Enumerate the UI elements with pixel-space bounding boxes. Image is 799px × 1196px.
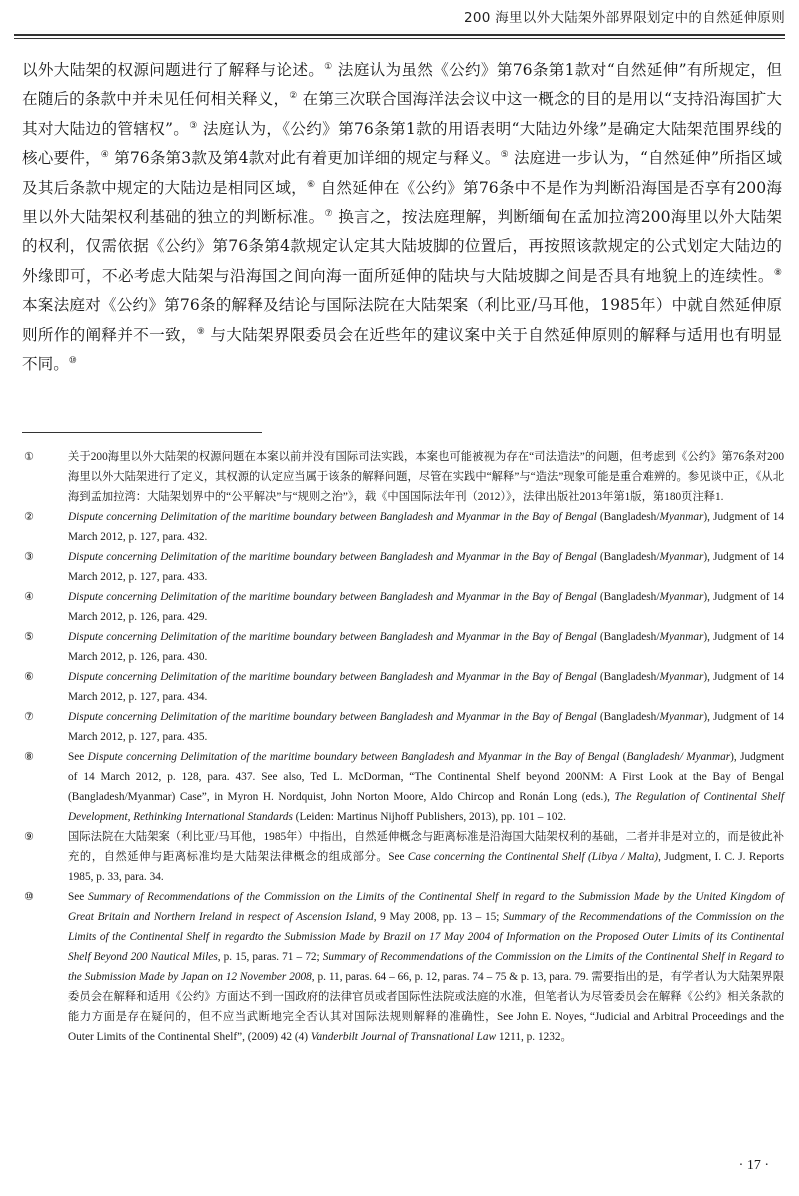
footnote-italic-title: Dispute concerning Delimitation of the maritime boundary between Bangladesh and Myanmar in the Bay of Bengal xyxy=(68,671,597,683)
footnote-text-part: ), Judgment of 14 March 2012, p. 128, para. 437. See also, Ted L. McDorman, “The Continental Shelf beyond 200NM: A First Look at the Bay of Bengal (Bangladesh/Myanmar) Case”, in Myron H. Nordquist, John Norton Moore, Aldo Chircop and Ronán Long (eds.), xyxy=(68,751,785,803)
footnote-marker: ④ xyxy=(100,150,109,161)
body-text-segment: 第76条第3款及第4款对此有着更加详细的规定与释义。 xyxy=(108,149,501,168)
running-header: 200 海里以外大陆架外部界限划定中的自然延伸原则 xyxy=(463,10,785,26)
body-text-segment: 与大陆架界限委员会在近些年的建议案中关于自然延伸原则的解释与适用也有明显不同。 xyxy=(22,325,782,374)
footnote-italic-title: Dispute concerning Delimitation of the maritime boundary between Bangladesh and Myanmar in the Bay of Bengal xyxy=(68,511,597,523)
footnote-text xyxy=(68,447,784,507)
footnote-number: ② xyxy=(24,510,34,523)
footnote-text-part: (Bangladesh/ xyxy=(596,671,660,683)
footnote-separator xyxy=(22,432,262,433)
footnote-italic-title: Myanmar xyxy=(659,671,704,683)
footnote-italic-title: Summary of Recommendations of the Commission on the Limits of the Continental Shelf in Regard to the Submission Made by Japan on 12 November 2008 xyxy=(68,951,785,983)
body-text-segment: 法庭认为，《公约》第76条第1款的用语表明“大陆边外缘”是确定大陆架范围界线的核心要件， xyxy=(22,119,782,168)
footnotes-section xyxy=(20,447,784,1047)
footnote-italic-title: Summary of Recommendations of the Commission on the Limits of the Continental Shelf in regard to the Submission Made by the United Kingdom of Great Britain and Northern Ireland in respect of Ascension Island xyxy=(68,891,784,923)
footnote-italic-title: Myanmar xyxy=(659,551,704,563)
body-paragraph xyxy=(22,56,782,379)
footnote-text-part: ( xyxy=(619,751,627,763)
footnote-text-part: ), Judgment of 14 March 2012, p. 126, para. 430. xyxy=(68,631,784,663)
page-number: · 17 · xyxy=(738,1158,769,1173)
footnote-text xyxy=(68,827,784,887)
footnote-italic-title: Dispute concerning Delimitation of the maritime boundary between Bangladesh and Myanmar in the Bay of Bengal xyxy=(87,751,620,763)
footnote-text-part: ), Judgment of 14 March 2012, p. 127, para. 433. xyxy=(68,551,784,583)
footnote-item xyxy=(20,627,784,667)
footnote-text xyxy=(68,507,784,547)
footnote-italic-title: Myanmar xyxy=(659,631,704,643)
footnote-number: ⑤ xyxy=(24,630,34,643)
footnote-italic-title: Dispute concerning Delimitation of the maritime boundary between Bangladesh and Myanmar in the Bay of Bengal xyxy=(68,551,597,563)
body-text-segment: 法庭进一步认为，“自然延伸”所指区域及其后条款中规定的大陆边是相同区域， xyxy=(22,149,782,197)
footnote-text-part: ), Judgment of 14 March 2012, p. 127, para. 432. xyxy=(68,511,784,543)
footnote-text-part: (Bangladesh/ xyxy=(596,711,660,723)
footnote-item xyxy=(20,587,784,627)
footnote-text-part: , Judgment, I. C. J. Reports 1985, p. 33, para. 34. xyxy=(68,851,784,883)
footnote-number: ① xyxy=(24,450,34,463)
footnote-italic-title: Dispute concerning Delimitation of the maritime boundary between Bangladesh and Myanmar in the Bay of Bengal xyxy=(68,631,597,643)
footnote-text-part: , p. 15, paras. 71 – 72; xyxy=(217,951,323,963)
footnote-text-part: ), Judgment of 14 March 2012, p. 127, para. 435. xyxy=(68,711,784,743)
footnote-text-part: (Leiden: Martinus Nijhoff Publishers, 2013), pp. 101 – 102. xyxy=(292,811,566,823)
footnote-text-part: (Bangladesh/ xyxy=(596,591,660,603)
footnote-text xyxy=(68,627,784,667)
body-text-segment: 在第三次联合国海洋法会议中这一概念的目的是用以“支持沿海国扩大其对大陆边的管辖权”。 xyxy=(22,90,782,138)
footnote-marker: ⑥ xyxy=(306,179,316,190)
footnote-text-part: ), Judgment of 14 March 2012, p. 127, para. 434. xyxy=(68,671,784,703)
footnote-italic-title: Dispute concerning Delimitation of the maritime boundary between Bangladesh and Myanmar in the Bay of Bengal xyxy=(68,591,597,603)
body-text-segment: 法庭认为虽然《公约》第76条第1款对“自然延伸”有所规定，但在随后的条款中并未见任何相关释义， xyxy=(22,61,782,109)
footnote-marker: ⑨ xyxy=(196,326,206,337)
footnote-italic-title: Myanmar xyxy=(659,591,704,603)
footnote-number: ⑦ xyxy=(24,710,34,723)
footnote-number: ③ xyxy=(24,550,34,563)
footnote-italic-title: Bangladesh/ Myanmar xyxy=(626,751,731,763)
footnote-italic-title: Myanmar xyxy=(659,711,704,723)
footnote-text-part: See xyxy=(68,891,89,903)
body-text-segment: 以外大陆架的权源问题进行了解释与论述。 xyxy=(22,61,325,79)
footnote-text xyxy=(68,747,784,827)
footnote-italic-title: Summary of the Recommendations of the Commission on the Limits of the Continental Shelf in regardto the Submission Made by Brazil on 17 May 2004 of Information on the Proposed Outer Limits of its Continental Shelf Beyond 200 Nautical Miles xyxy=(68,911,784,963)
footnote-text-part: (Bangladesh/ xyxy=(596,511,660,523)
footnote-italic-title: Case concerning the Continental Shelf (Libya / Malta) xyxy=(407,851,659,863)
footnote-item xyxy=(20,667,784,707)
footnote-item xyxy=(20,827,784,887)
footnote-italic-title: The Regulation of Continental Shelf Development, Rethinking International Standards xyxy=(68,791,784,823)
footnote-text-part: (Bangladesh/ xyxy=(596,551,660,563)
body-text-segment: 自然延伸在《公约》第76条中不是作为判断沿海国是否享有200海里以外大陆架权利基础的独立的判断标准。 xyxy=(22,178,782,227)
body-text-segment: 换言之，按法庭理解，判断缅甸在孟加拉湾200海里以外大陆架的权利，仅需依据《公约》第76条第4款规定认定其大陆坡脚的位置后，再按照该款规定的公式划定大陆边的外缘即可，不必考虑大陆架与沿海国之间向海一面所延伸的陆块与大陆坡脚之间是否具有地貌上的连续性。 xyxy=(22,208,782,285)
footnote-item xyxy=(20,447,784,507)
footnote-marker: ⑦ xyxy=(324,208,333,219)
footnote-marker: ① xyxy=(324,61,333,72)
footnote-marker: ③ xyxy=(189,120,198,131)
footnote-text-part: , 9 May 2008, pp. 13 – 15; xyxy=(373,911,504,923)
footnote-number: ⑨ xyxy=(24,830,34,843)
footnote-text xyxy=(68,707,784,747)
footnote-text-part: , p. 11, paras. 64 – 66, p. 12, paras. 74 – 75 & p. 13, para. 79. 需要指出的是，有学者认为大陆架界限委员会在解释和适用《公约》方面达不到一国政府的法律官员或者国际性法院或法庭的水准，但笔者认为尽管委员会在解释《公约》相关条款的能力方面是存在疑问的，但不应当武断地完全否认其对国际法规则解释的准确性，See John E. Noyes, “Judicial and Arbitral Proceedings and the Outer Limits of the Continental Shelf”, (2009) 42 (4) xyxy=(68,971,784,1043)
footnote-number: ⑥ xyxy=(24,670,34,683)
footnote-italic-title: Myanmar xyxy=(659,511,704,523)
footnote-text-part: 关于200海里以外大陆架的权源问题在本案以前并没有国际司法实践，本案也可能被视为存在“司法造法”的问题，但考虑到《公约》第76条对200海里以外大陆架进行了定义，其权源的认定应当属于该条的解释问题，尽管在实践中“解释”与“造法”现象可能是重合难辨的。参见谈中正，《从北海到孟加拉湾：大陆架划界中的“公平解决”与“规则之治”》，载《中国国际法年刊（2012）》，法律出版社2013年第1版，第180页注释1. xyxy=(68,451,784,503)
footnote-text xyxy=(68,887,784,1047)
footnote-item xyxy=(20,507,784,547)
footnote-item xyxy=(20,547,784,587)
footnote-marker: ⑩ xyxy=(68,355,77,366)
footnote-number: ④ xyxy=(24,590,34,603)
footnote-marker: ⑤ xyxy=(500,150,509,161)
footnote-italic-title: Vanderbilt Journal of Transnational Law xyxy=(310,1031,497,1043)
body-text-segment: 本案法庭对《公约》第76条的解释及结论与国际法院在大陆架案（利比亚/马耳他，1985年）中就自然延伸原则所作的阐释并不一致， xyxy=(22,296,782,344)
footnote-item xyxy=(20,707,784,747)
footnote-marker: ② xyxy=(289,91,298,102)
footnote-text xyxy=(68,587,784,627)
footnote-text-part: 国际法院在大陆架案（利比亚/马耳他，1985年）中指出，自然延伸概念与距离标准是沿海国大陆架权利的基础，二者并非是对立的，而是彼此补充的，自然延伸与距离标准均是大陆架法律概念的组成部分。See xyxy=(68,831,784,863)
footnote-text-part: 1211, p. 1232。 xyxy=(496,1031,572,1043)
footnote-item xyxy=(20,887,784,1047)
footnote-text xyxy=(68,547,784,587)
footnote-text-part: ), Judgment of 14 March 2012, p. 126, para. 429. xyxy=(68,591,784,623)
footnote-number: ⑩ xyxy=(24,890,34,903)
footnote-marker: ⑧ xyxy=(773,267,782,278)
footnote-text xyxy=(68,667,784,707)
header-rule xyxy=(14,34,785,39)
footnote-italic-title: Dispute concerning Delimitation of the maritime boundary between Bangladesh and Myanmar in the Bay of Bengal xyxy=(68,711,597,723)
footnote-text-part: (Bangladesh/ xyxy=(596,631,660,643)
footnote-text-part: See xyxy=(68,751,88,763)
footnote-item xyxy=(20,747,784,827)
footnote-number: ⑧ xyxy=(24,750,34,763)
